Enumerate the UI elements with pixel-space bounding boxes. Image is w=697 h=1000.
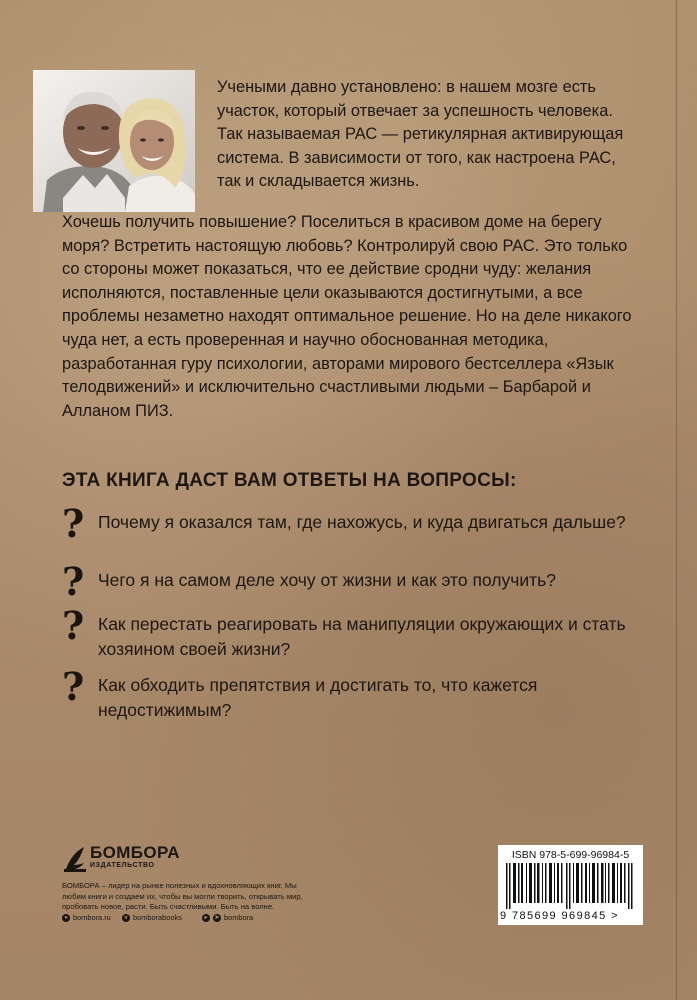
question-text: Как перестать реагировать на манипуляции окружающих и стать хозяином своей жизни?	[98, 614, 626, 659]
question-mark-icon: ?	[62, 603, 85, 648]
isbn-text: ISBN 978-5-699-96984-5	[511, 849, 630, 861]
authors-photo-illustration	[33, 70, 195, 212]
publisher-socials	[62, 913, 322, 925]
barcode-bars	[506, 863, 635, 909]
spine-fold-line	[676, 0, 677, 1000]
intro-paragraph-rest: Хочешь получить повышение? Поселиться в красивом доме на берегу моря? Встретить настоящую любовь? Контролируй свою РАС. Это только со стороны может показаться, что ее действие сродни чуду: желания исполняются, поставленные цели оказываются достигнутыми, а все проблемы незаметно находят оптимальное решение. Но на деле никакого чуда нет, а есть проверенная и научно обоснованная методика, разработанная гуру психологии, авторами мирового бестселлера «Язык телодвижений» и исключительно счастливыми людьми – Барбарой и Алланом ПИЗ.	[62, 213, 632, 420]
social-text: bombora	[224, 913, 254, 922]
globe-icon: ●	[62, 914, 70, 922]
youtube-icon: ▸	[202, 914, 210, 922]
vk-text: bomborabooks	[133, 913, 182, 922]
question-text: Как обходить препятствия и достигать то, что кажется недостижимым?	[98, 675, 538, 720]
question-mark-icon: ?	[62, 664, 85, 709]
site-text: bombora.ru	[73, 913, 111, 922]
site-link[interactable]	[62, 913, 111, 922]
question-mark-icon: ?	[62, 559, 85, 604]
publisher-name: БОМБОРА	[90, 843, 180, 862]
question-text: Чего я на самом деле хочу от жизни и как это получить?	[98, 570, 556, 590]
barcode-digits: 9 785699 969845 >	[500, 910, 619, 922]
vk-link[interactable]	[122, 913, 182, 922]
isbn-barcode	[498, 845, 643, 925]
questions-heading: ЭТА КНИГА ДАСТ ВАМ ОТВЕТЫ НА ВОПРОСЫ:	[62, 470, 517, 491]
social-link[interactable]	[202, 913, 253, 922]
publisher-logo	[62, 843, 180, 875]
telegram-icon: ➤	[214, 914, 220, 921]
bombora-mark-icon	[62, 843, 88, 873]
question-text: Почему я оказался там, где нахожусь, и куда двигаться дальше?	[98, 512, 626, 532]
publisher-tagline: БОМБОРА – лидер на рынке полезных и вдохновляющих книг. Мы любим книги и создаем их, чтобы вы могли творить, открывать мир, пробовать новое, расти. Быть счастливыми. Быть на волне.	[62, 881, 303, 912]
authors-photo	[33, 70, 195, 212]
vk-icon: v	[122, 914, 130, 922]
question-mark-icon: ?	[62, 501, 85, 546]
publisher-subtitle: ИЗДАТЕЛЬСТВО	[90, 862, 155, 869]
intro-paragraph-top: Учеными давно установлено: в нашем мозге есть участок, который отвечает за успешность человека. Так называемая РАС — ретикулярная активирующая система. В зависимости от того, как настроена РАС, так и складывается жизнь.	[217, 78, 624, 191]
